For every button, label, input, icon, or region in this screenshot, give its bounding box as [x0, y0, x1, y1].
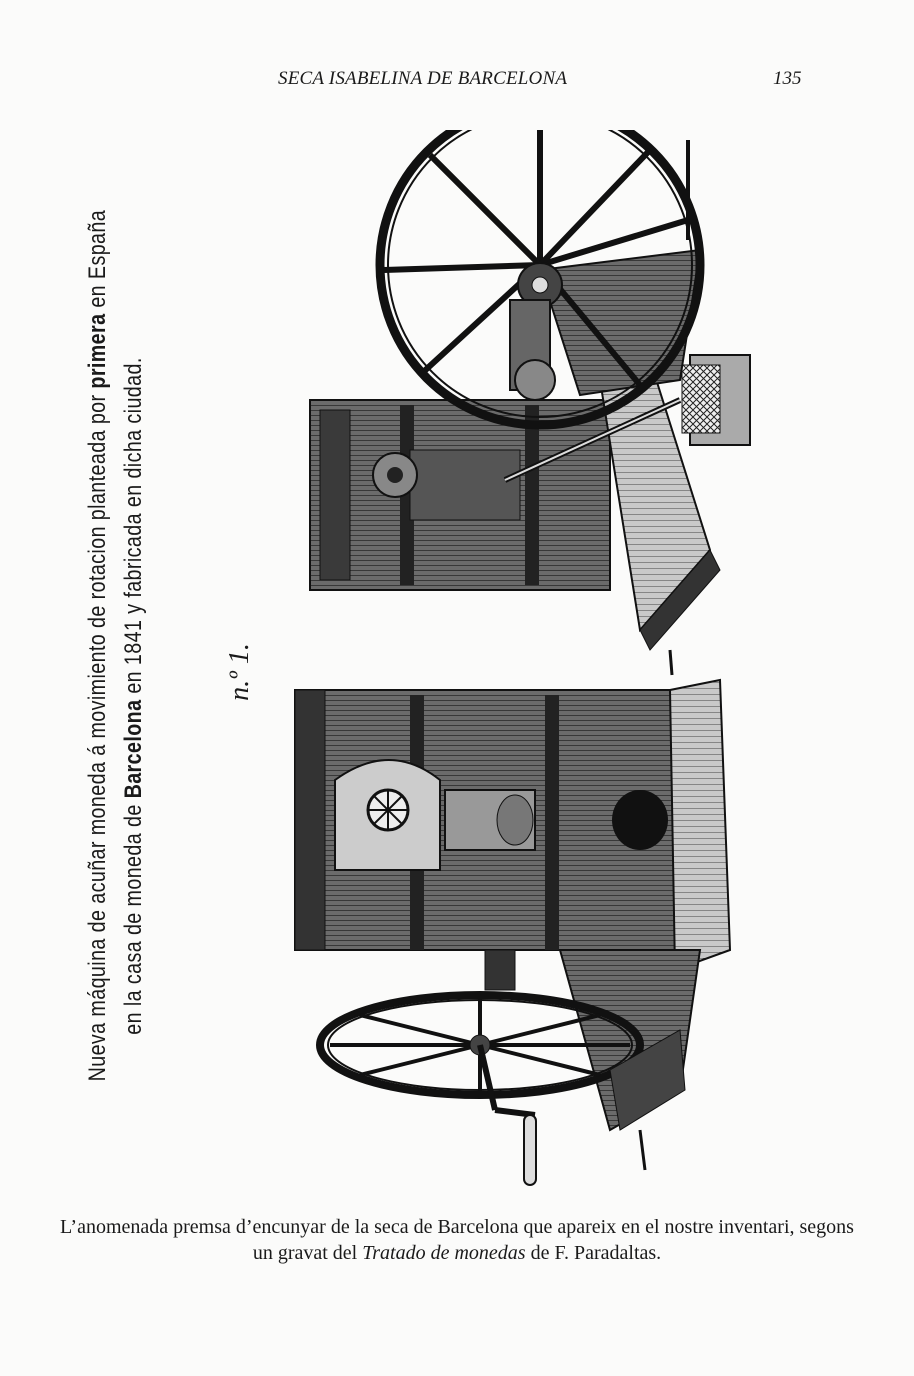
- coining-press-engraving: [280, 130, 780, 1210]
- plate-number: n.º 1.: [224, 643, 255, 701]
- running-header-title: SECA ISABELINA DE BARCELONA: [278, 68, 568, 89]
- page-number: 135: [773, 68, 802, 89]
- figure-caption: L’anomenada premsa d’encunyar de la seca de Barcelona que apareix en el nostre inventari, segons un gravat del Tratado de monedas de F. Paradaltas.: [60, 1216, 854, 1264]
- engraving-legend: [80, 209, 190, 1166]
- press-view-1: [310, 130, 750, 675]
- legend-line-2: en la casa de moneda de Barcelona en 1841 y fabricada en dicha ciudad.: [120, 357, 147, 1035]
- legend-line-1: Nueva máquina de acuñar moneda á movimiento de rotacion planteada por primera en España: [84, 209, 111, 1082]
- press-view-2: [295, 680, 730, 1185]
- book-title: Tratado de monedas: [362, 1242, 526, 1264]
